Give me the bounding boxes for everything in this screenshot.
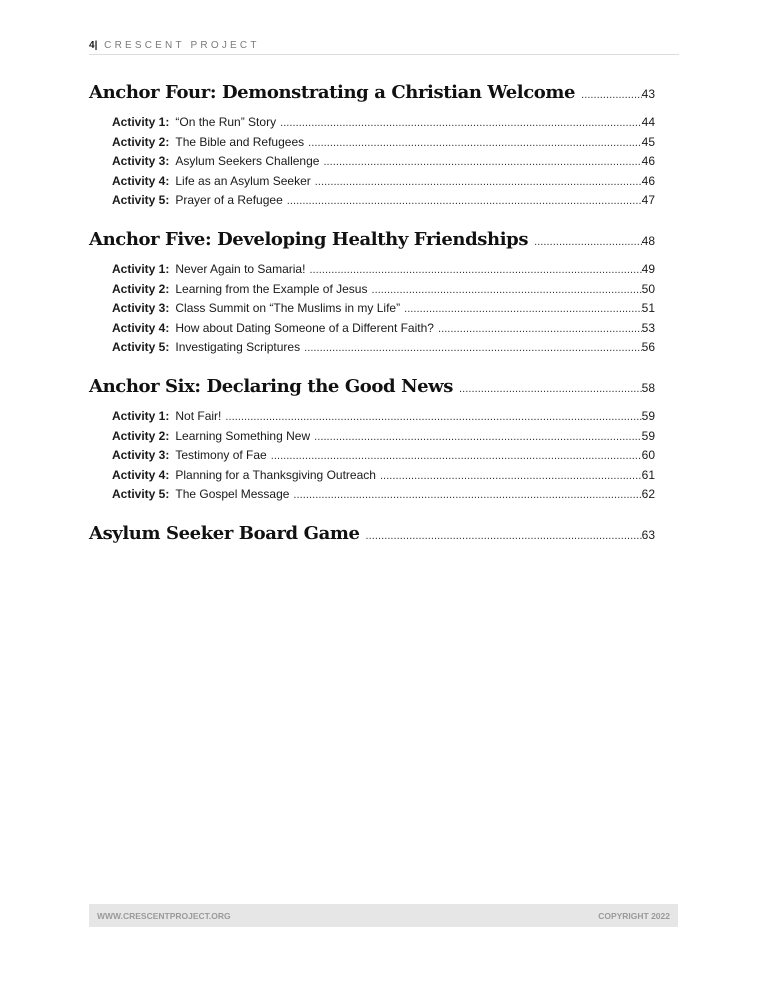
activity-name: Learning Something New — [175, 428, 311, 443]
dot-leader — [225, 411, 641, 423]
activity-name: The Gospel Message — [175, 487, 290, 502]
activity-name: Never Again to Samaria! — [175, 261, 306, 276]
activity-name: Life as an Asylum Seeker — [175, 173, 311, 188]
dot-leader — [271, 450, 642, 462]
dot-leader — [314, 431, 642, 443]
dot-leader — [534, 236, 642, 248]
toc-activity-entry[interactable] — [89, 487, 655, 507]
footer-copyright: COPYRIGHT 2022 — [598, 910, 670, 921]
activity-page: 56 — [641, 340, 655, 355]
activity-label: Activity 2: — [112, 134, 170, 149]
toc-activity-entry[interactable] — [89, 429, 655, 449]
activity-page: 47 — [641, 193, 655, 208]
activity-page: 53 — [641, 320, 655, 335]
activity-page: 46 — [641, 173, 655, 188]
toc-section-anchor-five — [89, 229, 655, 360]
activity-name: Prayer of a Refugee — [175, 193, 283, 208]
activity-name: How about Dating Someone of a Different Faith? — [175, 320, 434, 335]
activity-label: Activity 3: — [112, 154, 170, 169]
header-brand: CRESCENT PROJECT — [104, 40, 260, 51]
toc-section-anchor-four — [89, 82, 655, 213]
activity-label: Activity 1: — [112, 408, 170, 423]
anchor-title: Anchor Four: Demonstrating a Christian Welcome — [89, 82, 576, 103]
toc-section-board-game — [89, 523, 655, 550]
activity-page: 51 — [641, 301, 655, 316]
activity-page: 44 — [641, 115, 655, 129]
activity-name: “On the Run” Story — [175, 115, 277, 129]
toc-anchor-entry[interactable] — [89, 229, 655, 256]
activity-name: Asylum Seekers Challenge — [175, 154, 320, 169]
toc-activity-entry[interactable] — [89, 340, 655, 360]
page-footer — [89, 904, 678, 927]
activity-label: Activity 3: — [112, 448, 170, 463]
toc-activity-entry[interactable] — [89, 154, 655, 174]
activity-name: Investigating Scriptures — [175, 340, 301, 355]
toc-activity-entry[interactable] — [89, 282, 655, 302]
table-of-contents — [89, 82, 655, 566]
anchor-page: 63 — [641, 527, 655, 542]
toc-activity-entry[interactable] — [89, 409, 655, 429]
toc-activity-entry[interactable] — [89, 193, 655, 213]
activity-page: 61 — [641, 467, 655, 482]
activity-page: 46 — [641, 154, 655, 169]
toc-anchor-entry[interactable] — [89, 523, 655, 550]
activity-name: Planning for a Thanksgiving Outreach — [175, 467, 376, 482]
activity-page: 62 — [641, 487, 655, 502]
dot-leader — [280, 117, 642, 129]
activity-page: 50 — [641, 281, 655, 296]
activity-name: Learning from the Example of Jesus — [175, 281, 368, 296]
activity-label: Activity 5: — [112, 340, 170, 355]
toc-activity-entry[interactable] — [89, 135, 655, 155]
anchor-page: 48 — [641, 233, 655, 248]
activity-label: Activity 1: — [112, 261, 170, 276]
activity-name: Testimony of Fae — [175, 448, 267, 463]
dot-leader — [380, 470, 642, 482]
activity-page: 45 — [641, 134, 655, 149]
activity-label: Activity 5: — [112, 193, 170, 208]
dot-leader — [308, 137, 642, 149]
activity-label: Activity 4: — [112, 173, 170, 188]
activity-name: The Bible and Refugees — [175, 134, 305, 149]
dot-leader — [309, 264, 641, 276]
dot-leader — [293, 489, 641, 501]
activity-page: 59 — [641, 408, 655, 423]
dot-leader — [438, 323, 642, 335]
dot-leader — [287, 195, 642, 207]
activity-name: Not Fair! — [175, 408, 222, 423]
toc-activity-entry[interactable] — [89, 262, 655, 282]
toc-activity-entry[interactable] — [89, 468, 655, 488]
footer-website[interactable]: WWW.CRESCENTPROJECT.ORG — [97, 910, 231, 921]
page-header — [89, 39, 679, 55]
activity-label: Activity 2: — [112, 428, 170, 443]
dot-leader — [315, 176, 642, 188]
toc-activity-entry[interactable] — [89, 321, 655, 341]
dot-leader — [371, 284, 641, 296]
toc-activity-entry[interactable] — [89, 174, 655, 194]
anchor-title: Anchor Six: Declaring the Good News — [89, 375, 454, 397]
dot-leader — [404, 303, 642, 315]
activity-label: Activity 3: — [112, 301, 170, 316]
activity-label: Activity 1: — [112, 115, 170, 129]
activity-label: Activity 4: — [112, 467, 170, 482]
anchor-title: Anchor Five: Developing Healthy Friendships — [89, 228, 529, 250]
dot-leader — [459, 383, 642, 395]
activity-name: Class Summit on “The Muslims in my Life” — [175, 301, 401, 316]
anchor-page: 58 — [641, 380, 655, 395]
dot-leader — [304, 342, 642, 354]
toc-anchor-entry[interactable] — [89, 376, 655, 403]
activity-page: 59 — [641, 428, 655, 443]
dot-leader — [323, 156, 641, 168]
activity-label: Activity 5: — [112, 487, 170, 502]
activity-label: Activity 2: — [112, 281, 170, 296]
dot-leader — [581, 89, 642, 101]
toc-section-anchor-six — [89, 376, 655, 507]
activity-page: 60 — [641, 448, 655, 463]
toc-anchor-entry[interactable] — [89, 82, 655, 109]
anchor-title: Asylum Seeker Board Game — [89, 522, 360, 544]
activity-label: Activity 4: — [112, 320, 170, 335]
toc-activity-entry[interactable] — [89, 301, 655, 321]
page-number: 4 — [89, 40, 95, 51]
dot-leader — [366, 530, 642, 542]
anchor-page: 43 — [641, 87, 655, 101]
activity-page: 49 — [641, 261, 655, 276]
toc-activity-entry[interactable] — [89, 115, 655, 135]
header-separator: | — [94, 40, 98, 51]
toc-activity-entry[interactable] — [89, 448, 655, 468]
